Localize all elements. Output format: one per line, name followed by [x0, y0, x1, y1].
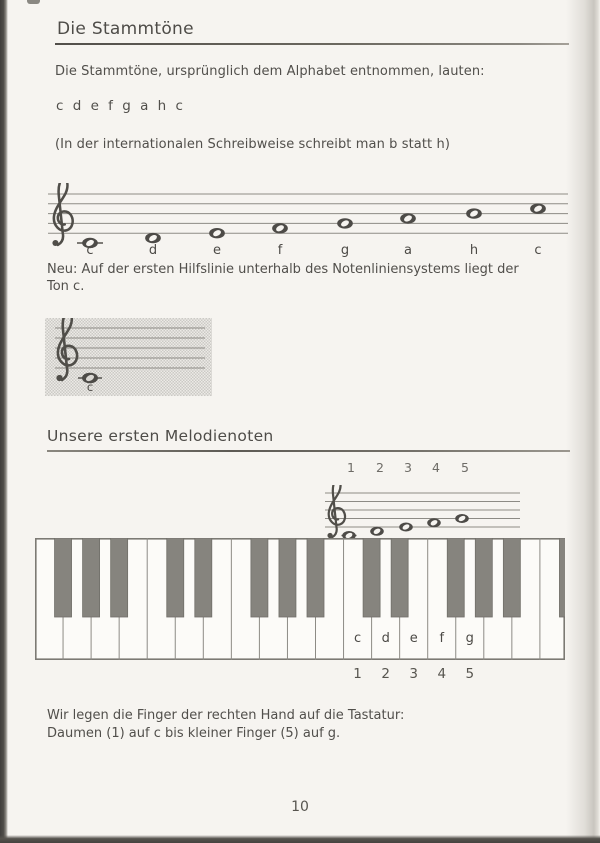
section-underline — [47, 450, 570, 452]
key-label-f: f — [439, 631, 445, 646]
whole-note-a — [400, 213, 416, 223]
title-underline — [55, 43, 569, 45]
neu-line-1: Neu: Auf der ersten Hilfslinie unterhalb des Notenliniensystems liegt der — [47, 262, 519, 277]
note-label: g — [340, 243, 350, 258]
staff-inset-notation — [45, 318, 212, 396]
black-key — [279, 538, 296, 617]
fingering-line-2: Daumen (1) auf c bis kleiner Finger (5) auf g. — [47, 725, 341, 741]
note-label: f — [277, 243, 283, 258]
black-key — [391, 538, 408, 617]
note-label: h — [469, 243, 479, 258]
page-edge-bottom — [0, 835, 600, 843]
staff-lines — [48, 194, 568, 233]
key-label-g: g — [465, 631, 474, 646]
fingering-paragraph — [47, 707, 567, 742]
page-edge-left — [0, 0, 8, 843]
note-label: d — [148, 243, 158, 258]
black-key — [83, 538, 100, 617]
whole-note-e — [399, 522, 413, 531]
whole-note-g — [337, 218, 353, 228]
whole-note-f — [272, 223, 288, 233]
whole-note-c2 — [530, 204, 546, 214]
key-label-c: c — [354, 631, 362, 646]
staff-inset-c — [45, 318, 212, 396]
whole-note-g — [455, 514, 469, 523]
intro-paragraph: Die Stammtöne, ursprünglich dem Alphabet entnommen, lauten: — [55, 64, 485, 79]
staff-melodienoten — [320, 485, 525, 543]
finger-number: 3 — [409, 666, 418, 682]
note-label: c — [534, 243, 542, 258]
section-title-melodienoten: Unsere ersten Melodienoten — [47, 427, 274, 445]
note-label: c — [86, 243, 94, 258]
finger-number: 4 — [432, 460, 440, 475]
scan-notch — [27, 0, 40, 4]
black-key — [559, 538, 565, 617]
key-label-e: e — [409, 631, 418, 646]
black-key — [475, 538, 492, 617]
black-key — [307, 538, 324, 617]
note-label: a — [404, 243, 412, 258]
black-key — [447, 538, 464, 617]
section-title-stammtoene: Die Stammtöne — [57, 19, 194, 39]
fingering-line-1: Wir legen die Finger der rechten Hand auf die Tastatur: — [47, 708, 405, 723]
finger-number: 4 — [437, 666, 447, 682]
black-key — [503, 538, 520, 617]
finger-number: 2 — [376, 460, 384, 475]
whole-note-e — [209, 228, 225, 238]
finger-number: 5 — [461, 460, 469, 475]
treble-clef-icon — [52, 183, 72, 246]
page-edge-right — [566, 0, 600, 843]
black-key — [167, 538, 184, 617]
black-key — [251, 538, 268, 617]
finger-number: 2 — [381, 666, 390, 682]
note-label: c — [86, 380, 94, 394]
note-label: e — [213, 243, 221, 258]
finger-number: 5 — [465, 666, 475, 682]
piano-keyboard — [35, 538, 565, 660]
finger-number: 1 — [347, 460, 355, 475]
treble-clef-icon — [56, 318, 77, 381]
whole-note-h — [466, 208, 482, 218]
black-key — [55, 538, 72, 617]
whole-note-d — [145, 233, 161, 243]
key-label-d: d — [381, 631, 390, 646]
staff-lines — [55, 328, 205, 368]
black-key — [111, 538, 128, 617]
finger-number: 3 — [404, 460, 412, 475]
black-key — [195, 538, 212, 617]
neu-line-2: Ton c. — [47, 279, 85, 294]
staff-stammtoene — [45, 183, 570, 261]
whole-note-d — [370, 527, 384, 536]
staff-lines — [325, 493, 520, 527]
neu-paragraph — [47, 261, 572, 295]
black-key — [363, 538, 380, 617]
international-notation-remark: (In der internationalen Schreibweise schreibt man b statt h) — [55, 137, 450, 152]
note-names-line: c d e f g a h c — [56, 98, 186, 114]
page-number: 10 — [291, 799, 309, 815]
finger-number: 1 — [353, 666, 362, 682]
whole-note-f — [427, 518, 441, 527]
